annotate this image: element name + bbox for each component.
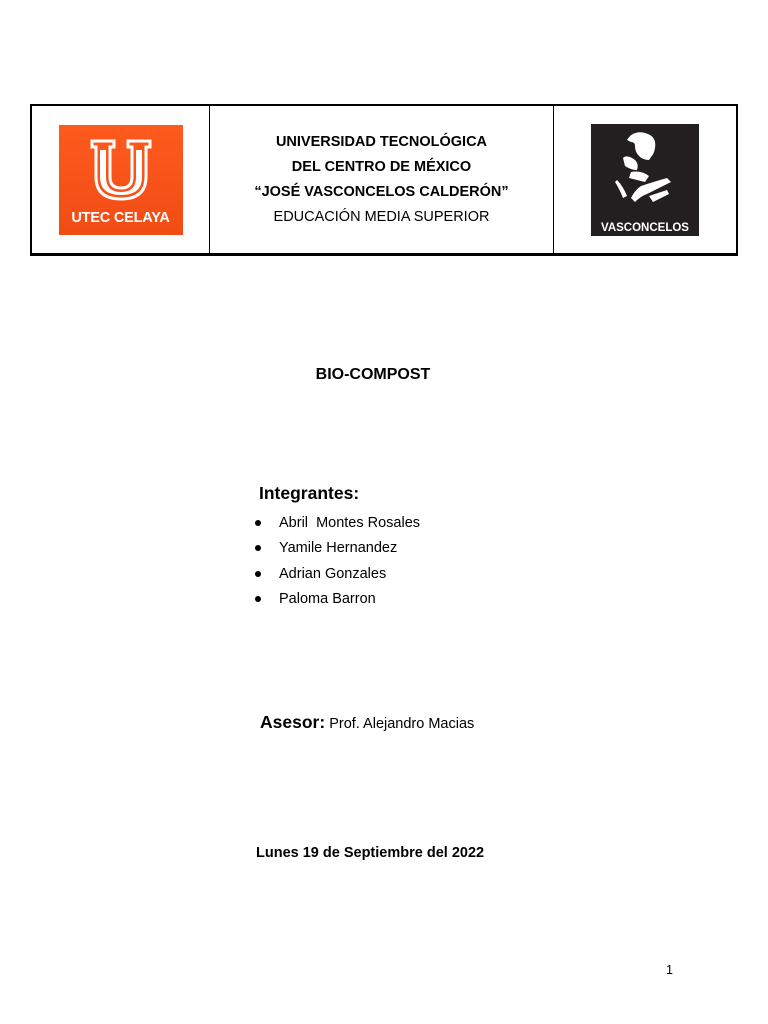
list-item [254,587,420,613]
vasconcelos-logo-text: VASCONCELOS [601,221,689,234]
bullet-icon [255,571,261,577]
member-name: Abril Montes Rosales [279,514,421,531]
vasconcelos-portrait-icon [605,130,685,216]
page-number: 1 [666,963,673,977]
institution-name-line2: DEL CENTRO DE MÉXICO [291,158,472,175]
member-name: Yamile Hernandez [279,540,398,557]
header-table [30,104,738,256]
utec-u-letter-icon [90,139,152,201]
vasconcelos-logo [591,124,699,236]
advisor-label: Asesor: [260,712,326,732]
member-name: Adrian Gonzales [279,565,387,582]
header-left-cell [32,106,210,253]
utec-logo-text: UTEC CELAYA [71,209,170,226]
members-list [254,510,420,612]
utec-celaya-logo [59,125,183,235]
list-item [254,536,420,562]
members-heading: Integrantes: [259,483,360,503]
institution-name-line1: UNIVERSIDAD TECNOLÓGICA [275,133,488,150]
header-right-cell [554,106,736,253]
list-item [254,510,420,536]
list-item [254,561,420,587]
institution-level: EDUCACIÓN MEDIA SUPERIOR [273,208,490,225]
institution-block [210,106,554,253]
document-title: BIO-COMPOST [315,366,431,383]
institution-name-line3: “JOSÉ VASCONCELOS CALDERÓN” [254,183,509,200]
member-name: Paloma Barron [279,591,376,608]
bullet-icon [255,520,261,526]
advisor-line [260,712,474,733]
advisor-name: Prof. Alejandro Macias [329,716,475,732]
bullet-icon [255,596,261,602]
document-date: Lunes 19 de Septiembre del 2022 [256,845,485,861]
bullet-icon [255,545,261,551]
